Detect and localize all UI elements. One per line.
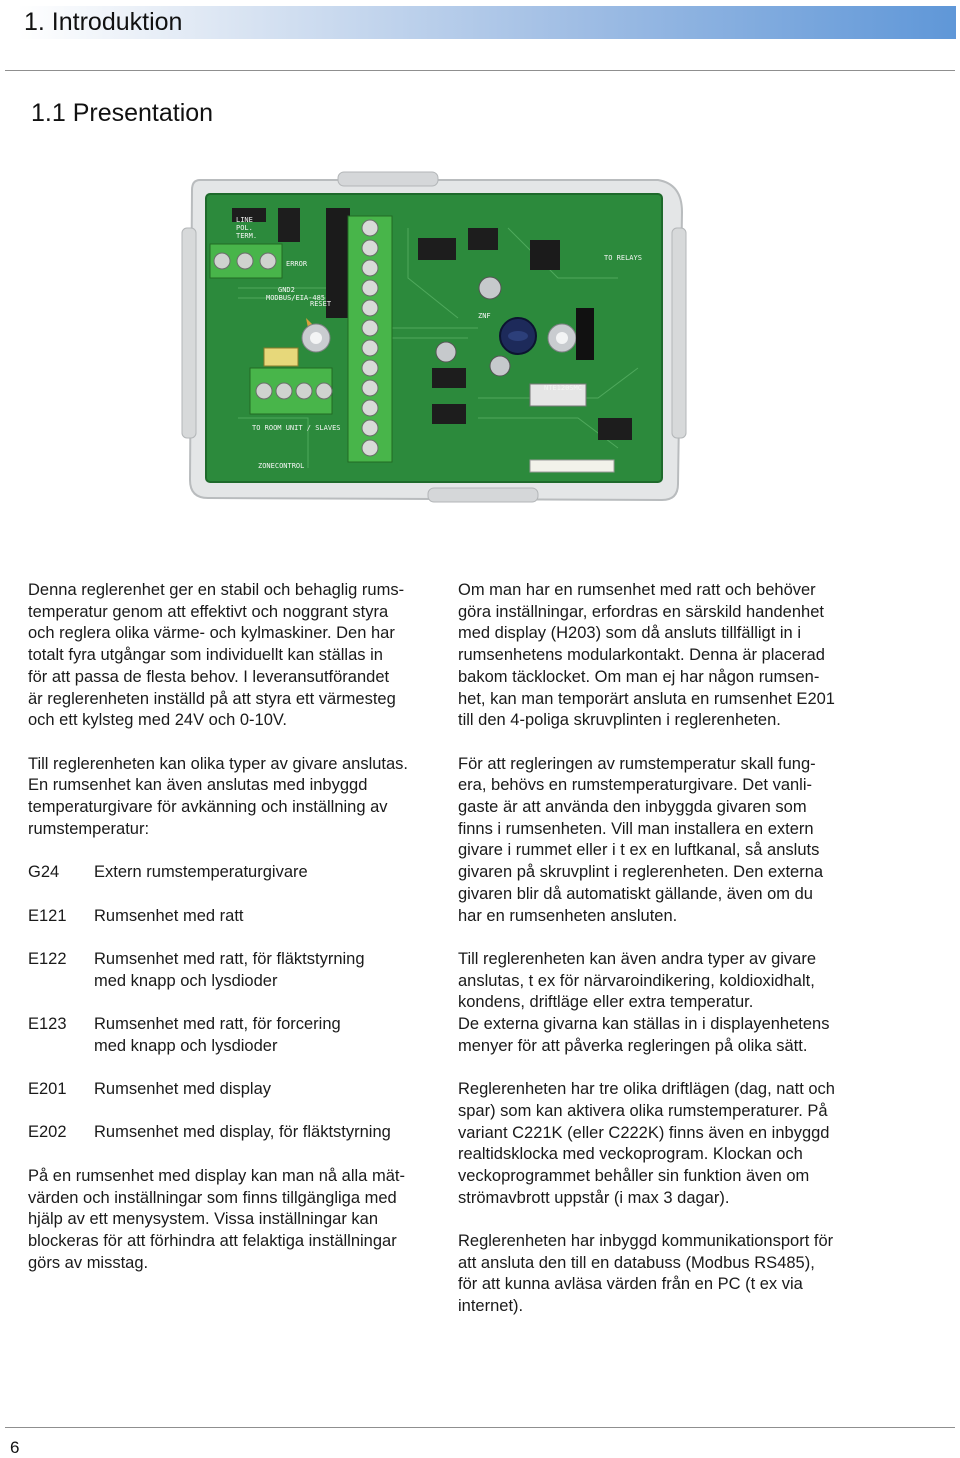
communication-paragraph: Reglerenheten har inbyggd kommunikationsport för att ansluta den till en databuss (Modbus RS485), för att kunna avläsa värden från en PC (t ex via internet). bbox=[458, 1232, 834, 1316]
extra-sensors-paragraph: Till reglerenheten kan även andra typer av givare anslutas, t ex för närvaroindikering, koldioxidhalt, kondens, driftläge eller extra temperatur. De externa givarna kan ställas in i displayenhetens menyer för att påverka regleringen på olika sätt. bbox=[458, 949, 830, 1055]
intro-paragraph: Denna reglerenhet ger en stabil och behaglig rums- temperatur genom att effektivt och noggrant styra och reglera olika värme- och kylmaskiner. Den har totalt fyra utgångar som individuellt kan ställas in för att passa de flesta behov. I leveransutförandet är reglerenheten inställd på att styra ett värmesteg och ett kylsteg med 24V och 0-10V. bbox=[28, 581, 405, 730]
handset-paragraph: Om man har en rumsenhet med ratt och behöver göra inställningar, erfordras en särskild handenhet med display (H203) som då ansluts tillfälligt in i rumsenhetens modularkontakt. Denna är placerad bakom täcklocket. Om man ej har någon rumsen- het, kan man temporärt ansluta en rumsenhet E201 till den 4-poliga skruvplinten i reglerenheten. bbox=[458, 581, 835, 730]
device-list-item bbox=[28, 906, 420, 928]
footer-divider bbox=[5, 1427, 955, 1428]
header-divider bbox=[5, 70, 955, 71]
device-list-item bbox=[28, 1014, 420, 1057]
right-text-column bbox=[458, 580, 852, 1340]
svg-text:NTE120SMC: NTE120SMC bbox=[544, 384, 582, 392]
device-code: E121 bbox=[28, 906, 67, 925]
svg-text:GND2: GND2 bbox=[278, 286, 295, 294]
device-list-item bbox=[28, 1122, 420, 1144]
svg-text:TO RELAYS: TO RELAYS bbox=[604, 254, 642, 262]
svg-text:MODBUS/EIA-485: MODBUS/EIA-485 bbox=[266, 294, 326, 302]
device-description: Extern rumstemperaturgivare bbox=[94, 863, 308, 882]
room-sensor-paragraph: För att regleringen av rumstemperatur skall fung- era, behövs en rumstemperaturgivare. Det vanli- gaste är att använda den inbyggda givaren som finns i rumsenheten. Vill man installera en extern givare i rummet eller i t ex en luftkanal, så ansluts givaren på skruvplint i reglerenheten. Den externa givaren blir då automatiskt gällande, även om du har en rumsenheten ansluten. bbox=[458, 754, 824, 925]
sensor-paragraph: Till reglerenheten kan olika typer av givare anslutas. En rumsenhet kan även anslutas med inbyggd temperaturgivare för avkänning och inställning av rumstemperatur: bbox=[28, 754, 409, 838]
svg-text:ERROR: ERROR bbox=[286, 260, 308, 268]
menu-system-paragraph: På en rumsenhet med display kan man nå alla mät- värden och inställningar som finns tillgängliga med hjälp av ett menysystem. Vissa inställningar kan blockeras för att förhindra att felaktiga inställningar görs av misstag. bbox=[28, 1166, 405, 1272]
operating-modes-paragraph: Reglerenheten har tre olika driftlägen (dag, natt och spar) som kan aktivera olika rumstemperaturer. På variant C221K (eller C222K) finns även en inbyggd realtidsklocka med veckoprogram. Klockan och veckoprogrammet behåller sin funktion även om strömavbrott uppstår (i max 3 dagar). bbox=[458, 1080, 835, 1207]
device-description: Rumsenhet med ratt, för fläktstyrning med knapp och lysdioder bbox=[94, 949, 365, 990]
svg-text:ZONECONTROL: ZONECONTROL bbox=[258, 462, 305, 470]
section-title: 1.1 Presentation bbox=[31, 99, 214, 127]
svg-text:ZNF: ZNF bbox=[478, 312, 491, 320]
svg-text:LINE: LINE bbox=[236, 216, 253, 224]
device-code: E201 bbox=[28, 1080, 67, 1099]
svg-text:POL.: POL. bbox=[236, 224, 253, 232]
svg-text:RESET: RESET bbox=[310, 300, 332, 308]
device-description: Rumsenhet med ratt, för forcering med knapp och lysdioder bbox=[94, 1014, 341, 1055]
chapter-title: 1. Introduktion bbox=[24, 8, 183, 36]
svg-text:TO ROOM UNIT / SLAVES: TO ROOM UNIT / SLAVES bbox=[252, 424, 341, 432]
device-code: E123 bbox=[28, 1014, 67, 1033]
device-code: E202 bbox=[28, 1123, 67, 1142]
left-text-column bbox=[28, 580, 420, 1296]
device-description: Rumsenhet med ratt bbox=[94, 906, 244, 925]
device-list-item bbox=[28, 1079, 420, 1101]
device-description: Rumsenhet med display, för fläktstyrning bbox=[94, 1123, 391, 1142]
device-code: G24 bbox=[28, 863, 60, 882]
device-code: E122 bbox=[28, 949, 67, 968]
device-list-item bbox=[28, 949, 420, 992]
svg-text:TERM.: TERM. bbox=[236, 232, 258, 240]
device-description: Rumsenhet med display bbox=[94, 1080, 272, 1099]
page-number: 6 bbox=[10, 1438, 20, 1457]
device-list-item bbox=[28, 862, 420, 884]
controller-board-photo bbox=[178, 168, 688, 508]
